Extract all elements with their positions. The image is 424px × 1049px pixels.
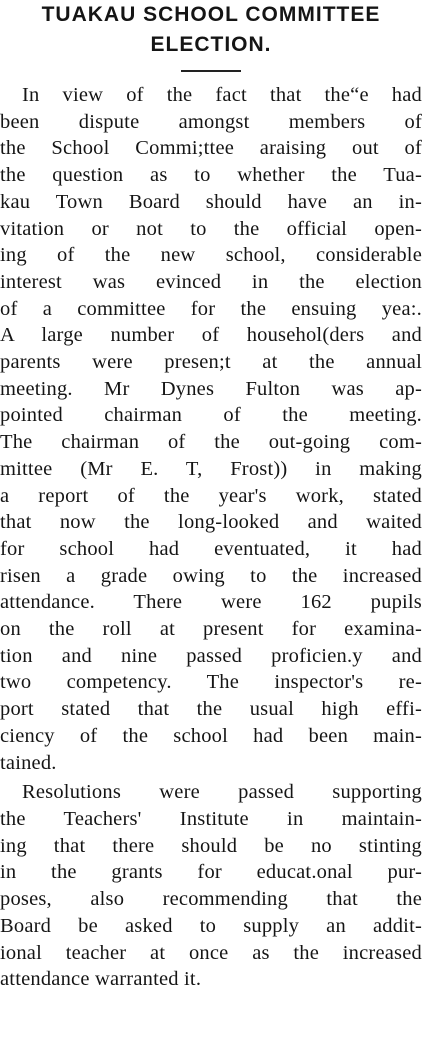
text-line: ing that there should be no stinting — [0, 834, 422, 857]
headline-divider — [181, 70, 241, 72]
text-line: tained. — [0, 751, 57, 774]
text-line: ing of the new school, considerable — [0, 244, 422, 267]
text-line: meeting. Mr Dynes Fulton was ap- — [0, 377, 422, 400]
text-line: attendance. There were 162 pupils — [0, 591, 422, 614]
article-paragraph — [0, 779, 422, 993]
text-line: ciency of the school had been main- — [0, 724, 422, 747]
headline-line: TUAKAU SCHOOL COMMITTEE — [41, 3, 381, 26]
text-line: The chairman of the out-going com- — [0, 431, 422, 454]
article-body — [0, 82, 422, 993]
article-paragraph — [0, 82, 422, 776]
text-line: ional teacher at once as the increased — [0, 941, 422, 964]
text-line: a report of the year's work, stated — [0, 484, 422, 507]
text-line: on the roll at present for examina- — [0, 618, 422, 641]
text-line: the Teachers' Institute in maintain- — [0, 807, 422, 830]
text-line: poses, also recommending that the — [0, 888, 422, 911]
text-line: kau Town Board should have an in- — [0, 190, 422, 213]
text-line: port stated that the usual high effi- — [0, 698, 422, 721]
article-headline — [0, 0, 422, 60]
text-line: that now the long-looked and waited — [0, 511, 422, 534]
text-line: been dispute amongst members of — [0, 110, 422, 133]
text-line: the question as to whether the Tua- — [0, 164, 422, 187]
headline-line: ELECTION. — [150, 33, 272, 56]
text-line: the School Commi;ttee araising out of — [0, 137, 422, 160]
text-line: interest was evinced in the election — [0, 270, 422, 293]
text-line: in the grants for educat.onal pur- — [0, 861, 422, 884]
text-line: for school had eventuated, it had — [0, 537, 422, 560]
text-line: tion and nine passed proficien.y and — [0, 644, 422, 667]
text-line: Resolutions were passed supporting — [22, 781, 422, 804]
text-line: attendance warranted it. — [0, 968, 202, 991]
text-line: vitation or not to the official open- — [0, 217, 422, 240]
text-line: risen a grade owing to the increased — [0, 564, 422, 587]
text-line: two competency. The inspector's re- — [0, 671, 422, 694]
text-line: Board be asked to supply an addit- — [0, 914, 422, 937]
text-line: of a committee for the ensuing yea:. — [0, 297, 422, 320]
text-line: parents were presen;t at the annual — [0, 351, 422, 374]
text-line: pointed chairman of the meeting. — [0, 404, 422, 427]
text-line: mittee (Mr E. T, Frost)) in making — [0, 457, 422, 480]
text-line: A large number of househol(ders and — [0, 324, 422, 347]
text-line: In view of the fact that the“e had — [22, 84, 422, 106]
